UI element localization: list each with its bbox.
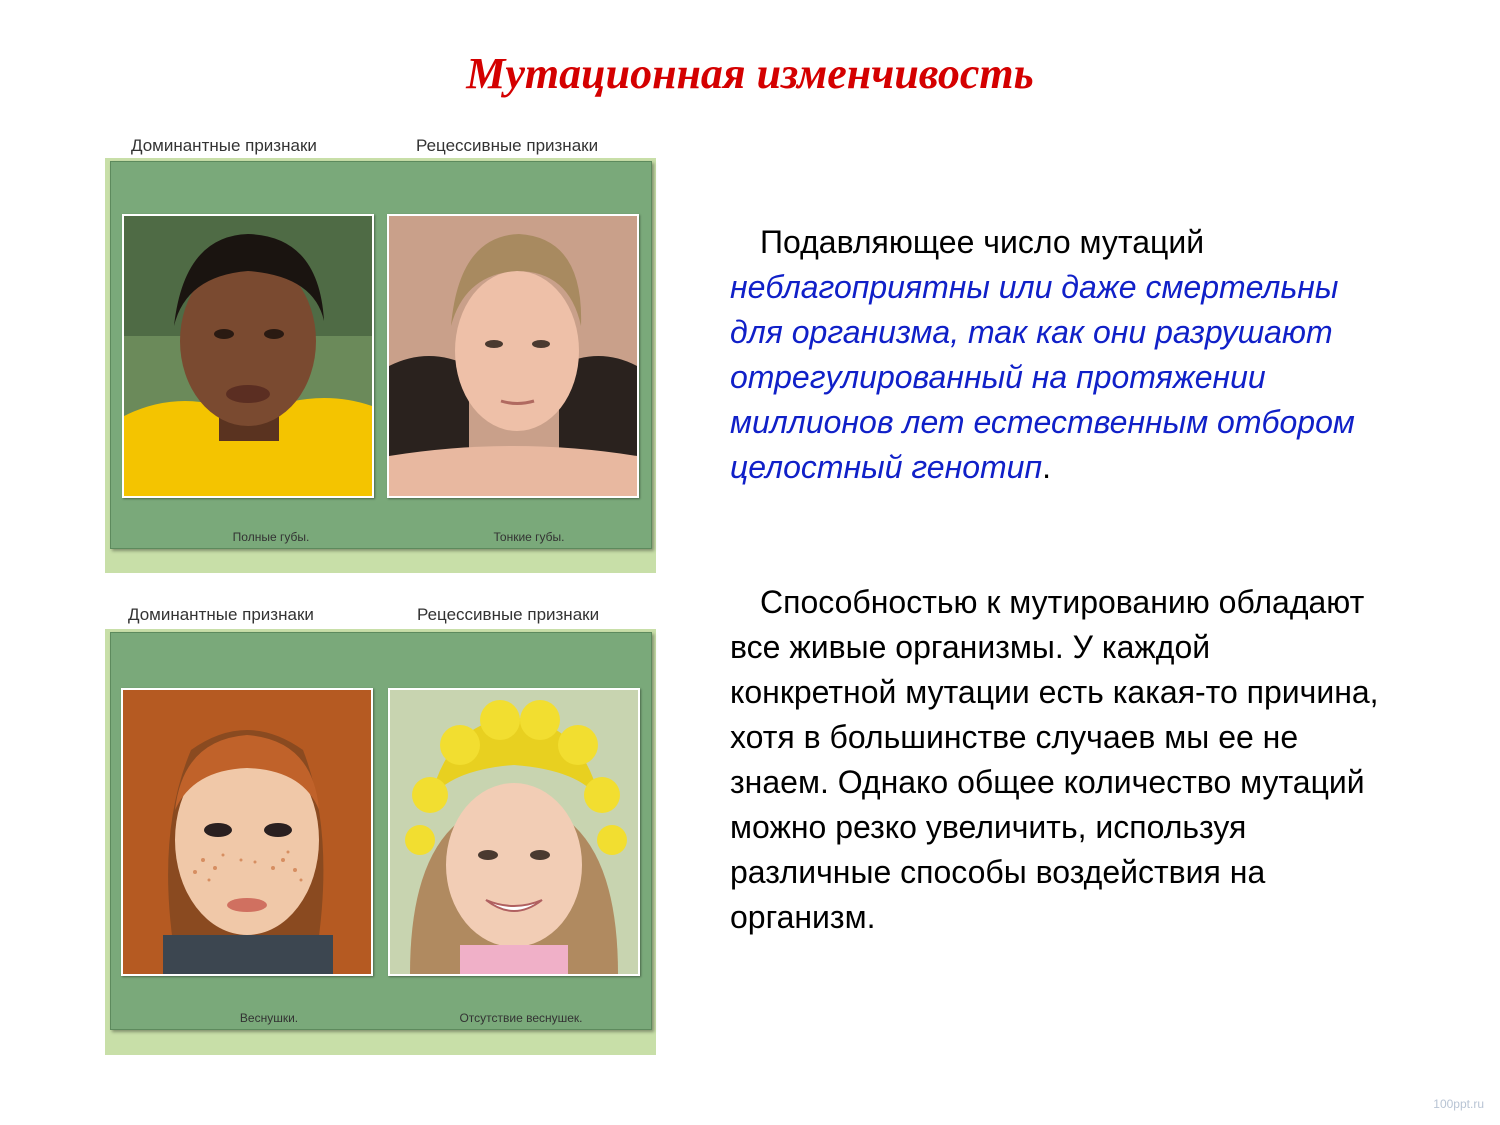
slide-title: Мутационная изменчивость: [466, 49, 1034, 98]
paragraph-mutation-ability: [730, 580, 1380, 940]
figure-panel: [110, 161, 652, 549]
photo-freckles: [121, 688, 373, 976]
dominant-header: Доминантные признаки: [131, 136, 317, 155]
paragraph-lead: Подавляющее число мутаций: [760, 224, 1205, 260]
paragraph-lead: Способностью к мутированию: [760, 584, 1210, 620]
caption-full-lips: Полные губы.: [232, 530, 310, 544]
figure-frame: [105, 629, 656, 1055]
figure-panel: [110, 632, 652, 1030]
photo-no-freckles: [388, 688, 640, 976]
caption-no-freckles: Отсутствие веснушек.: [459, 1011, 583, 1025]
figure-freckles: [105, 598, 656, 1055]
caption-freckles: Веснушки.: [239, 1011, 299, 1025]
figure-lips: [105, 128, 656, 578]
photo-full-lips: [122, 214, 374, 498]
paragraph-end: .: [1042, 449, 1051, 485]
recessive-header: Рецессивные признаки: [416, 136, 599, 155]
paragraph-body: обладают все живые организмы. У каждой конкретной мутации есть какая-то причина, хотя в большинстве случаев мы ее не знаем. Однако общее количество мутаций можно резко увеличить, используя различные способы воздействия на организм.: [730, 584, 1379, 935]
paragraph-harmful-mutations: [730, 220, 1380, 490]
photo-thin-lips: [387, 214, 639, 498]
figure-frame: [105, 158, 656, 573]
recessive-header: Рецессивные признаки: [417, 605, 600, 624]
highlighted-text: неблагоприятны или даже смертельны для организма, так как они разрушают отрегулированный на протяжении миллионов лет естественным отбором целостный генотип: [730, 269, 1355, 485]
caption-thin-lips: Тонкие губы.: [493, 530, 565, 544]
dominant-header: Доминантные признаки: [128, 605, 314, 624]
footer-watermark: 100ppt.ru: [1433, 1097, 1484, 1111]
